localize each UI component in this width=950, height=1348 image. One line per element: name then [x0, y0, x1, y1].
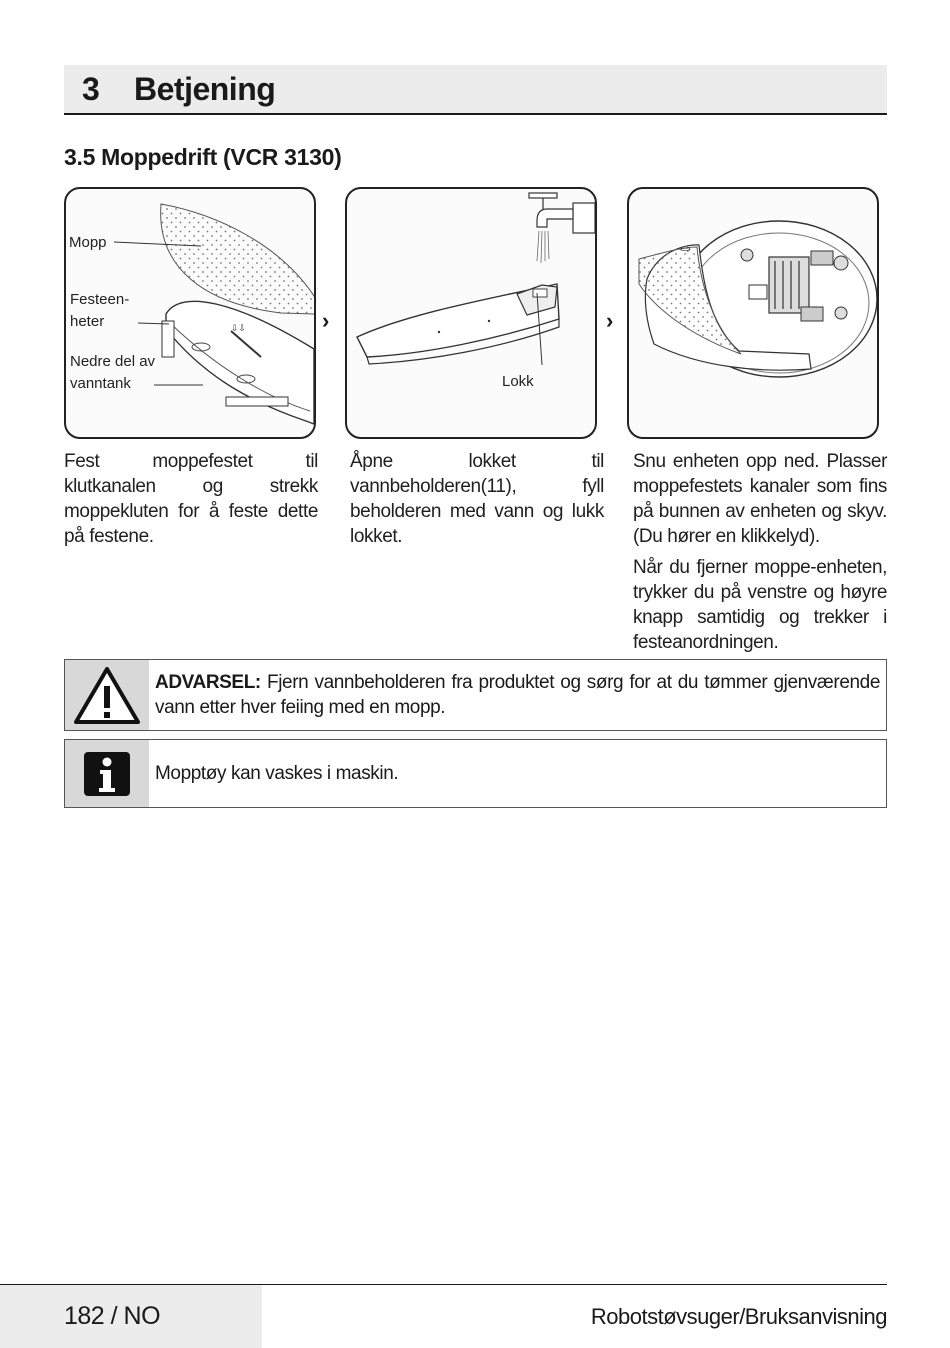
- section-title: 3.5 Moppedrift (VCR 3130): [64, 144, 342, 170]
- warning-triangle-icon: [72, 664, 142, 726]
- step-3-text: [633, 449, 887, 661]
- svg-text:⇩⇩: ⇩⇩: [231, 324, 247, 334]
- figure-fill-water: [345, 187, 597, 439]
- footer-doc-title: Robotstøvsuger/Bruksanvisning: [590, 1304, 887, 1329]
- step-1-paragraph: Fest moppefestet til klutkanalen og strekk moppekluten for å feste dette på festene.: [64, 451, 318, 547]
- chapter-header: [64, 65, 887, 115]
- step-1-text: [64, 449, 318, 555]
- chevron-right-icon: ›: [322, 308, 330, 333]
- info-icon-cell: [65, 740, 149, 807]
- label-fasteners: Festeen- heter: [70, 291, 130, 330]
- step-3-paragraph: Snu enheten opp ned. Plasser moppefestets kanaler som fins på bunnen av enheten og skyv. (Du hører en klikkelyd).: [633, 451, 887, 547]
- insert-mop-illustration: [629, 189, 877, 437]
- warning-icon-cell: [65, 660, 149, 730]
- step-2-paragraph: Åpne lokket til vannbeholderen(11), fyll beholderen med vann og lukk lokket.: [350, 451, 604, 547]
- info-notice: [64, 739, 887, 808]
- label-lower-tank: Nedre del av vanntank: [70, 353, 156, 392]
- chapter-title: Betjening: [134, 71, 276, 107]
- label-mop: Mopp: [69, 234, 107, 251]
- warning-body: Fjern vannbeholderen fra produktet og sørg for at du tømmer gjenværende vann etter hver feiing med en mopp.: [155, 672, 880, 718]
- figure-mop-attach: [64, 187, 316, 439]
- warning-text: [155, 670, 880, 720]
- info-icon: [82, 750, 132, 798]
- figure-insert-mop-unit: [627, 187, 879, 439]
- warning-label: ADVARSEL:: [155, 672, 261, 693]
- step-2-text: [350, 449, 604, 555]
- info-text: Mopptøy kan vaskes i maskin.: [155, 763, 399, 784]
- page-number: 182 / NO: [64, 1302, 161, 1330]
- label-lid: Lokk: [502, 373, 534, 390]
- fill-water-illustration: [347, 189, 595, 437]
- chevron-right-icon: ›: [606, 308, 614, 333]
- warning-notice: [64, 659, 887, 731]
- svg-text:⇨: ⇨: [681, 242, 692, 256]
- chapter-number: 3: [82, 71, 100, 107]
- step-3-paragraph-2: Når du fjerner moppe-enheten, trykker du på venstre og høyre knapp samtidig og trekker i festeanordningen.: [633, 557, 887, 653]
